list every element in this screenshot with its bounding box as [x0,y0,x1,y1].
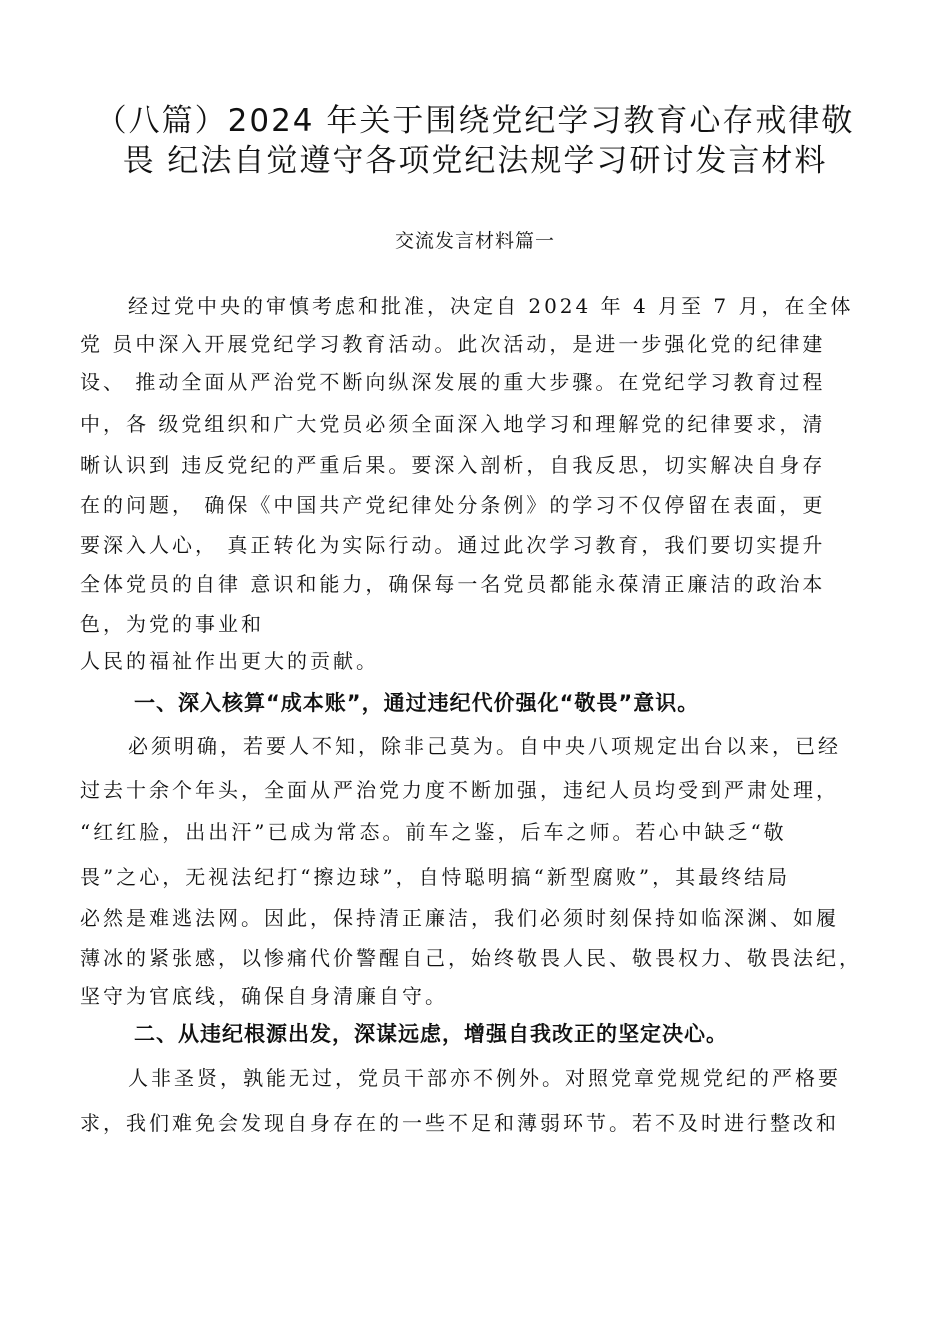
section1-line: 过去十余个年头，全面从严治党力度不断加强，违纪人员均受到严肃处理， [80,778,839,802]
intro-line: 经过党中央的审慎考虑和批准，决定自 2024 年 4 月至 7 月，在全体 [128,294,854,318]
section-subtitle: 交流发言材料篇一 [394,230,555,252]
intro-line: 晰认识到 违反党纪的严重后果。要深入剖析，自我反思，切实解决自身存 [80,453,826,477]
intro-line: 人民的福祉作出更大的贡献。 [80,649,379,673]
section-heading-1: 一、深入核算“成本账”，通过违纪代价强化“敬畏”意识。 [134,691,700,715]
section1-line: 畏”之心，无视法纪打“擦边球”，自恃聪明搞“新型腐败”，其最终结局 [80,865,791,889]
intro-line: 设、 推动全面从严治党不断向纵深发展的重大步骤。在党纪学习教育过程 [80,370,826,394]
section1-line: 必然是难逃法网。因此，保持清正廉洁，我们必须时刻保持如临深渊、如履 [80,906,839,930]
section1-line: 薄冰的紧张感，以惨痛代价警醒自己，始终敬畏人民、敬畏权力、敬畏法纪， [80,946,862,970]
intro-line: 在的问题， 确保《中国共产党纪律处分条例》的学习不仅停留在表面，更 [80,493,826,517]
intro-line: 要深入人心， 真正转化为实际行动。通过此次学习教育，我们要切实提升 [80,533,826,557]
document-title-line-2: 畏 纪法自觉遵守各项党纪法规学习研讨发言材料 [122,143,828,179]
intro-line: 中，各 级党组织和广大党员必须全面深入地学习和理解党的纪律要求，清 [80,412,826,436]
section2-line: 求，我们难免会发现自身存在的一些不足和薄弱环节。若不及时进行整改和 [80,1111,839,1135]
section1-line: “红红脸，出出汗”已成为常态。前车之鉴，后车之师。若心中缺乏“敬 [80,820,787,844]
section-heading-2: 二、从违纪根源出发，深谋远虑，增强自我改正的坚定决心。 [134,1022,728,1046]
intro-line: 色，为党的事业和 [80,612,264,636]
document-title-line-1: （八篇）2024 年关于围绕党纪学习教育心存戒律敬 [95,103,855,139]
section1-line: 坚守为官底线，确保自身清廉自守。 [80,984,448,1008]
intro-line: 全体党员的自律 意识和能力，确保每一名党员都能永葆清正廉洁的政治本 [80,572,826,596]
section2-line: 人非圣贤，孰能无过，党员干部亦不例外。对照党章党规党纪的严格要 [128,1066,841,1090]
intro-line: 党 员中深入开展党纪学习教育活动。此次活动，是进一步强化党的纪律建 [80,332,826,356]
section1-line: 必须明确，若要人不知，除非己莫为。自中央八项规定出台以来，已经 [128,734,841,758]
